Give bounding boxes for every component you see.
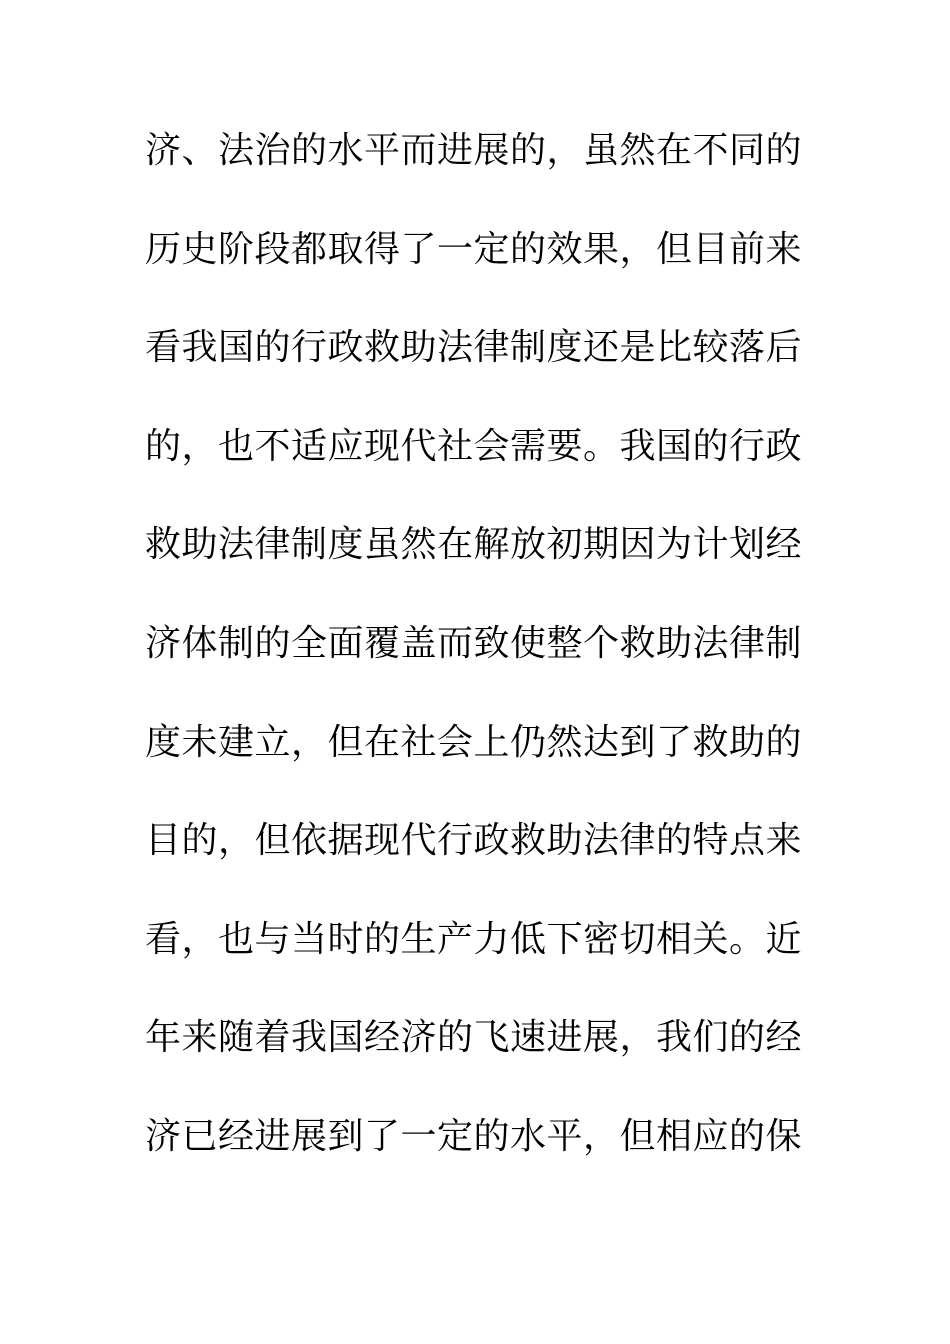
text-line: 历史阶段都取得了一定的效果，但目前来 <box>145 228 803 270</box>
text-line: 救助法律制度虽然在解放初期因为计划经 <box>145 524 803 566</box>
text-line: 济体制的全面覆盖而致使整个救助法律制 <box>145 622 803 664</box>
text-line: 看我国的行政救助法律制度还是比较落后 <box>145 327 803 369</box>
text-line: 年来随着我国经济的飞速进展，我们的经 <box>145 1017 803 1059</box>
text-line: 的，也不适应现代社会需要。我国的行政 <box>145 425 803 467</box>
text-line: 看，也与当时的生产力低下密切相关。近 <box>145 918 803 960</box>
text-line: 济、法治的水平而进展的，虽然在不同的 <box>145 130 803 171</box>
text-line: 度未建立，但在社会上仍然达到了救助的 <box>145 721 803 763</box>
body-text <box>145 118 810 1203</box>
text-line: 目的，但依据现代行政救助法律的特点来 <box>145 820 803 862</box>
text-line: 济已经进展到了一定的水平，但相应的保 <box>145 1115 803 1157</box>
